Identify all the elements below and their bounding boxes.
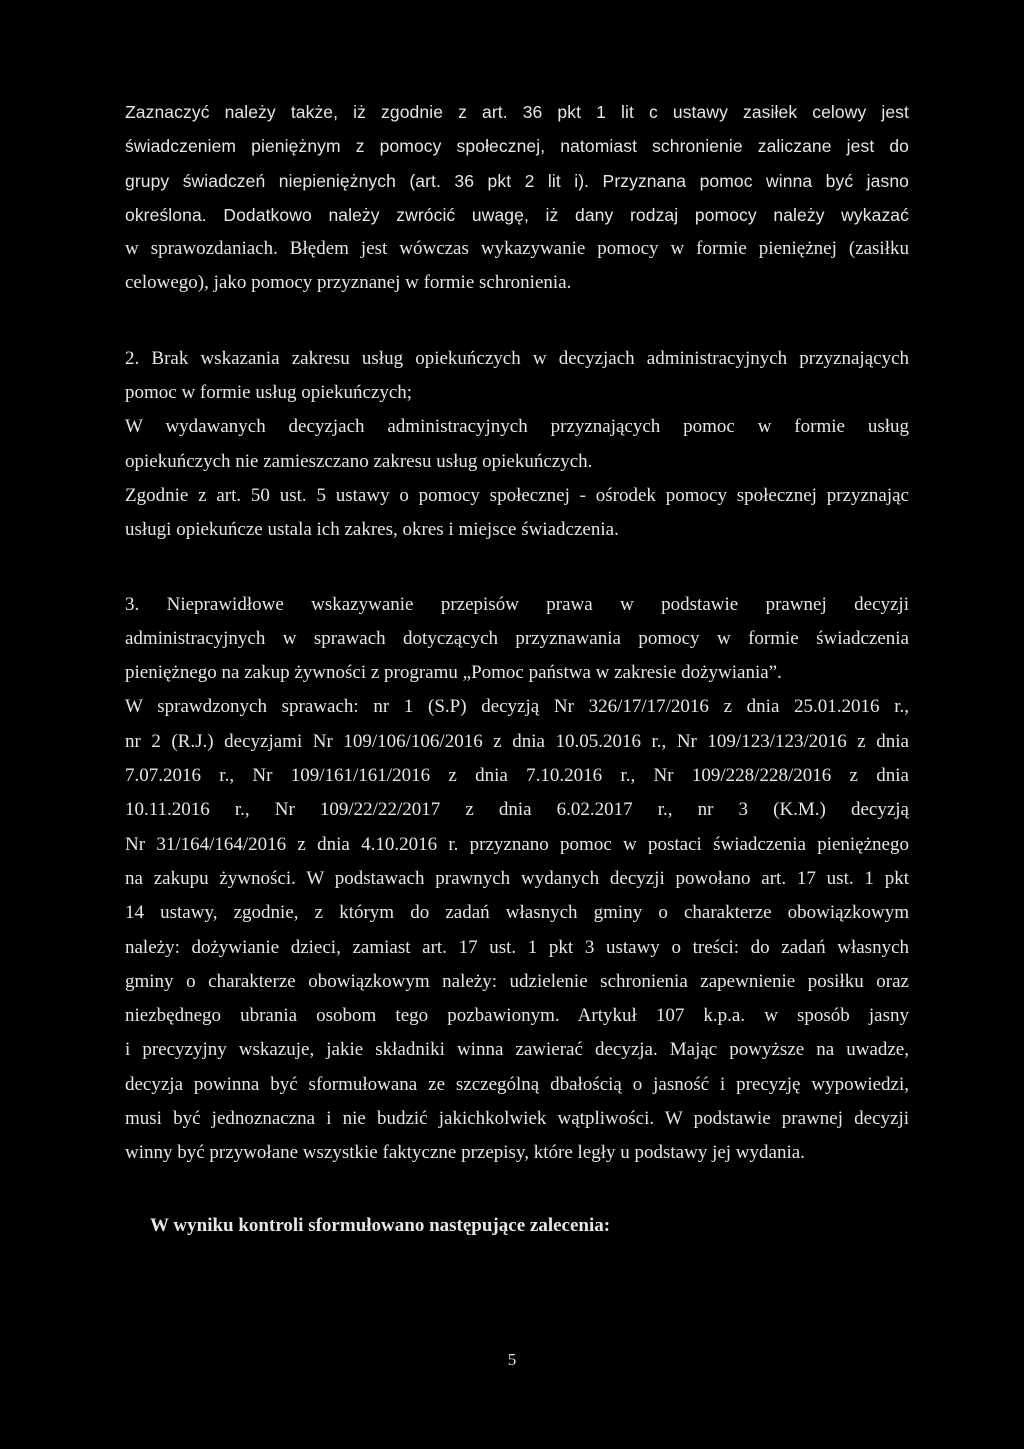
text-line: W wydawanych decyzjach administracyjnych przyznających pomoc w formie usług xyxy=(125,416,909,438)
text-line: grupy świadczeń niepieniężnych (art. 36 pkt 2 lit i). Przyznana pomoc winna być jasno xyxy=(125,170,909,191)
text-line: na zakupu żywności. W podstawach prawnych wydanych decyzji powołano art. 17 ust. 1 pkt xyxy=(125,867,909,889)
text-line: 10.11.2016 r., Nr 109/22/22/2017 z dnia 6.02.2017 r., nr 3 (K.M.) decyzją xyxy=(125,799,909,821)
text-line: opiekuńczych nie zamieszczano zakresu usług opiekuńczych. xyxy=(125,450,593,472)
text-line: 14 ustawy, zgodnie, z którym do zadań własnych gminy o charakterze obowiązkowym xyxy=(125,902,909,924)
page-number: 5 xyxy=(507,1350,517,1369)
text-line: celowego), jako pomocy przyznanej w formie schronienia. xyxy=(125,272,572,294)
text-line: świadczeniem pieniężnym z pomocy społecznej, natomiast schronienie zaliczane jest do xyxy=(125,136,909,157)
text-line: nr 2 (R.J.) decyzjami Nr 109/106/106/2016 z dnia 10.05.2016 r., Nr 109/123/123/2016 z dnia xyxy=(125,730,909,752)
text-line: określona. Dodatkowo należy zwrócić uwagę, iż dany rodzaj pomocy należy wykazać xyxy=(125,204,909,225)
section-2-care-services xyxy=(125,342,909,548)
text-line: Zaznaczyć należy także, iż zgodnie z art. 36 pkt 1 lit c ustawy zasiłek celowy jest xyxy=(125,102,909,122)
recommendations-heading: W wyniku kontroli sformułowano następujące zalecenia: xyxy=(150,1214,611,1236)
text-line: 7.07.2016 r., Nr 109/161/161/2016 z dnia 7.10.2016 r., Nr 109/228/228/2016 z dnia xyxy=(125,765,909,787)
text-line: Nr 31/164/164/2016 z dnia 4.10.2016 r. przyznano pomoc w postaci świadczenia pieniężnego xyxy=(125,833,909,855)
section-2-title-line: pomoc w formie usług opiekuńczych; xyxy=(125,382,413,404)
section-3-legal-basis xyxy=(125,588,909,1171)
paragraph-reporting xyxy=(125,232,909,301)
text-line: gminy o charakterze obowiązkowym należy: udzielenie schronienia zapewnienie posiłku oraz xyxy=(125,970,909,992)
text-line: usługi opiekuńcze ustala ich zakres, okres i miejsce świadczenia. xyxy=(125,519,619,541)
document-page xyxy=(125,95,909,1243)
text-line: winny być przywołane wszystkie faktyczne przepisy, które legły u podstawy jej wydania. xyxy=(125,1142,805,1164)
text-line: w sprawozdaniach. Błędem jest wówczas wykazywanie pomocy w formie pieniężnej (zasiłku xyxy=(125,238,909,260)
section-3-title-line: 3. Nieprawidłowe wskazywanie przepisów prawa w podstawie prawnej decyzji xyxy=(125,593,909,615)
text-line: i precyzyjny wskazuje, jakie składniki winna zawierać decyzja. Mając powyższe na uwadze, xyxy=(125,1039,909,1061)
text-line: należy: dożywianie dzieci, zamiast art. 17 ust. 1 pkt 3 ustawy o treści: do zadań własnych xyxy=(125,936,909,958)
text-line: W sprawdzonych sprawach: nr 1 (S.P) decyzją Nr 326/17/17/2016 z dnia 25.01.2016 r., xyxy=(125,696,909,718)
text-line: niezbędnego ubrania osobom tego pozbawionym. Artykuł 107 k.p.a. w sposób jasny xyxy=(125,1005,909,1027)
text-line: decyzja powinna być sformułowana ze szczególną dbałością o jasność i precyzję wypowiedzi, xyxy=(125,1073,909,1095)
section-3-title-line: administracyjnych w sprawach dotyczących przyznawania pomocy w formie świadczenia xyxy=(125,627,909,649)
paragraph-art36 xyxy=(125,95,909,232)
text-line: Zgodnie z art. 50 ust. 5 ustawy o pomocy społecznej - ośrodek pomocy społecznej przyznając xyxy=(125,484,909,506)
section-2-title-line: 2. Brak wskazania zakresu usług opiekuńczych w decyzjach administracyjnych przyznających xyxy=(125,347,909,369)
text-line: musi być jednoznaczna i nie budzić jakichkolwiek wątpliwości. W podstawie prawnej decyzji xyxy=(125,1108,909,1130)
section-3-title-line: pieniężnego na zakup żywności z programu „Pomoc państwa w zakresie dożywiania”. xyxy=(125,662,782,684)
